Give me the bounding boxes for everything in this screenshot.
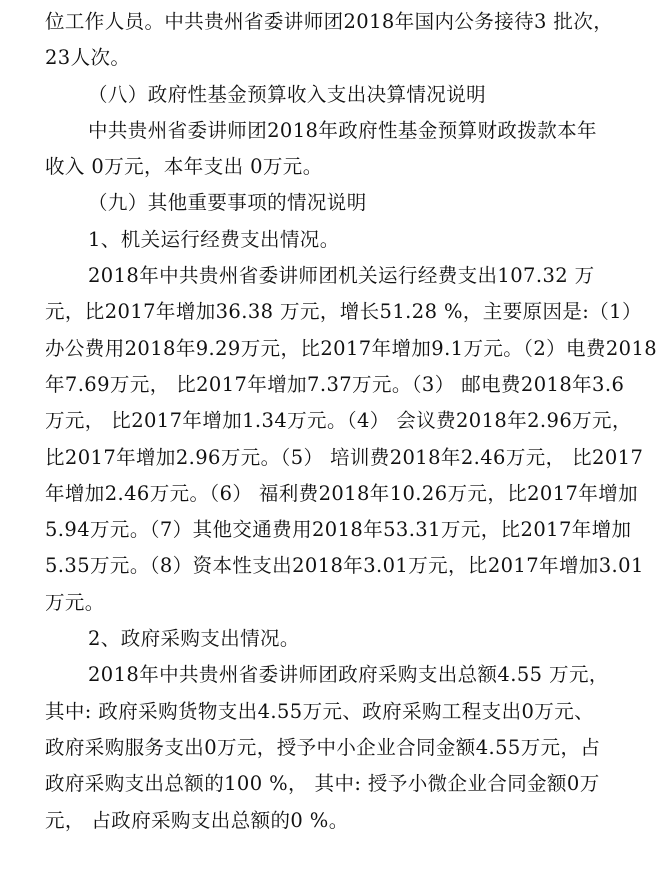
text-line: 元，比2017年增加36.38 万元，增长51.28 %，主要原因是:（1） bbox=[45, 300, 642, 324]
document-page bbox=[45, 4, 658, 839]
text-line: 政府采购支出总额的100 %， 其中: 授予小微企业合同金额0万 bbox=[45, 772, 600, 796]
subsection-heading-1: 1、机关运行经费支出情况。 bbox=[88, 227, 340, 251]
text-line: 年7.69万元， 比2017年增加7.37万元。（3） 邮电费2018年3.6 bbox=[45, 372, 625, 396]
text-line: 收入 0万元，本年支出 0万元。 bbox=[45, 155, 323, 179]
text-line: 位工作人员。中共贵州省委讲师团2018年国内公务接待3 批次， bbox=[45, 10, 614, 33]
text-line: 年增加2.46万元。（6） 福利费2018年10.26万元，比2017年增加 bbox=[45, 481, 639, 505]
text-line: 比2017年增加2.96万元。（5） 培训费2018年2.46万元， 比2017 bbox=[45, 445, 644, 469]
text-line: 5.35万元。（8）资本性支出2018年3.01万元，比2017年增加3.01 bbox=[45, 554, 644, 578]
text-line: 2018年中共贵州省委讲师团机关运行经费支出107.32 万 bbox=[88, 264, 595, 288]
text-line: 其中: 政府采购货物支出4.55万元、政府采购工程支出0万元、 bbox=[45, 699, 594, 723]
text-line: 万元， 比2017年增加1.34万元。（4） 会议费2018年2.96万元， bbox=[45, 409, 632, 433]
text-line: 5.94万元。（7）其他交通费用2018年53.31万元，比2017年增加 bbox=[45, 518, 632, 542]
text-line: 23人次。 bbox=[45, 46, 131, 70]
text-line: 中共贵州省委讲师团2018年政府性基金预算财政拨款本年 bbox=[88, 118, 597, 142]
text-line: 元， 占政府采购支出总额的0 %。 bbox=[45, 808, 349, 832]
text-line: 办公费用2018年9.29万元，比2017年增加9.1万元。（2）电费2018 bbox=[45, 336, 658, 360]
text-line: 政府采购服务支出0万元，授予中小企业合同金额4.55万元，占 bbox=[45, 735, 601, 759]
text-line: 万元。 bbox=[45, 590, 105, 614]
section-heading-8: （八）政府性基金预算收入支出决算情况说明 bbox=[88, 82, 487, 106]
subsection-heading-2: 2、政府采购支出情况。 bbox=[88, 627, 300, 651]
text-line: 2018年中共贵州省委讲师团政府采购支出总额4.55 万元， bbox=[88, 663, 609, 687]
section-heading-9: （九）其他重要事项的情况说明 bbox=[88, 191, 367, 215]
